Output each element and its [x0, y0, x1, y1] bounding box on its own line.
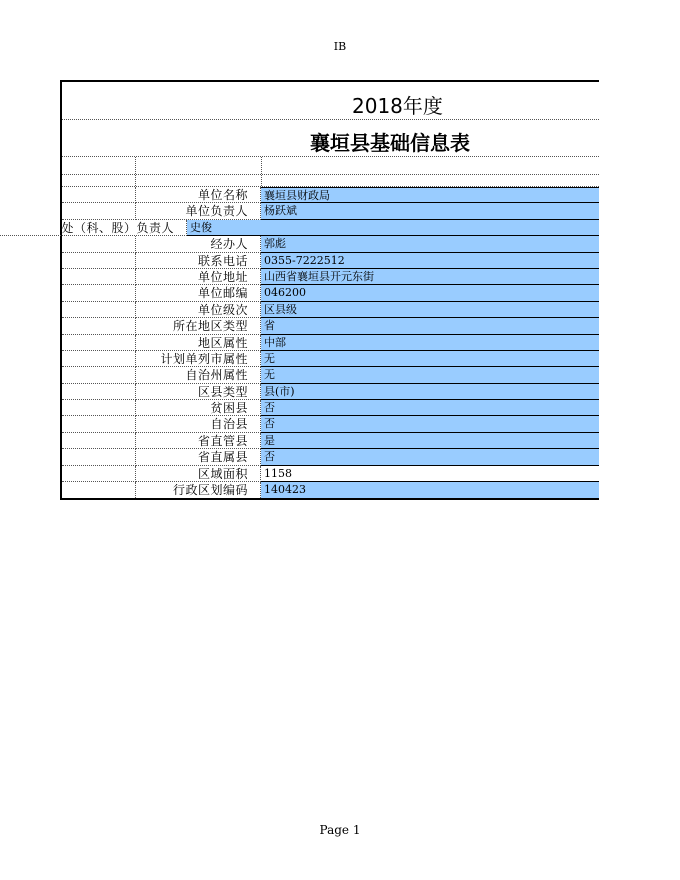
empty-cell	[62, 253, 136, 269]
row-autonomous-county	[62, 416, 599, 432]
empty-cell	[62, 302, 136, 318]
row-region-attr	[62, 335, 599, 351]
info-sheet	[60, 80, 599, 500]
row-handler	[62, 236, 599, 252]
blank-row	[62, 175, 599, 187]
row-autonomous-prefecture	[62, 367, 599, 383]
row-unit-level	[62, 302, 599, 318]
label-area: 区域面积	[136, 466, 261, 482]
value-autonomous-prefecture[interactable]: 无	[261, 367, 599, 383]
label-address: 单位地址	[136, 269, 261, 285]
row-region-type	[62, 318, 599, 334]
blank-row	[62, 157, 599, 175]
empty-cell	[62, 203, 136, 219]
value-section-head[interactable]: 史俊	[187, 220, 599, 236]
value-handler[interactable]: 郭彪	[261, 236, 599, 252]
value-admin-code[interactable]: 140423	[261, 482, 599, 498]
value-region-type[interactable]: 省	[261, 318, 599, 334]
empty-cell	[62, 236, 136, 252]
empty-cell	[62, 351, 136, 367]
label-planned-city: 计划单列市属性	[136, 351, 261, 367]
row-planned-city	[62, 351, 599, 367]
subtitle-row	[62, 120, 599, 157]
empty-cell	[62, 187, 136, 203]
value-province-direct[interactable]: 否	[261, 449, 599, 465]
row-unit-name	[62, 187, 599, 203]
label-phone: 联系电话	[136, 253, 261, 269]
page-header: IB	[333, 40, 347, 53]
page-footer: Page 1	[319, 823, 361, 837]
value-unit-head[interactable]: 杨跃斌	[261, 203, 599, 219]
empty-cell	[62, 367, 136, 383]
empty-cell	[62, 285, 136, 301]
blank-cell	[62, 175, 136, 186]
blank-cell	[62, 157, 136, 174]
row-phone	[62, 253, 599, 269]
empty-cell	[62, 482, 136, 498]
value-planned-city[interactable]: 无	[261, 351, 599, 367]
value-phone[interactable]: 0355-7222512	[261, 253, 599, 269]
label-region-type: 所在地区类型	[136, 318, 261, 334]
label-region-attr: 地区属性	[136, 335, 261, 351]
label-section-head: 处（科、股）负责人	[0, 220, 187, 236]
title-row	[62, 82, 599, 120]
row-address	[62, 269, 599, 285]
value-unit-name[interactable]: 襄垣县财政局	[261, 187, 599, 203]
value-poverty-county[interactable]: 否	[261, 400, 599, 416]
label-province-managed: 省直管县	[136, 433, 261, 449]
empty-cell	[62, 269, 136, 285]
empty-cell	[62, 449, 136, 465]
label-handler: 经办人	[136, 236, 261, 252]
empty-cell	[62, 318, 136, 334]
row-poverty-county	[62, 400, 599, 416]
sheet-subtitle: 襄垣县基础信息表	[310, 131, 470, 155]
row-unit-head	[62, 203, 599, 219]
empty-cell	[62, 335, 136, 351]
empty-cell	[62, 416, 136, 432]
value-unit-level[interactable]: 区县级	[261, 302, 599, 318]
empty-cell	[62, 384, 136, 400]
value-county-type[interactable]: 县(市)	[261, 384, 599, 400]
label-unit-name: 单位名称	[136, 187, 261, 203]
row-county-type	[62, 384, 599, 400]
value-postcode[interactable]: 046200	[261, 285, 599, 301]
label-county-type: 区县类型	[136, 384, 261, 400]
value-area[interactable]: 1158	[261, 466, 599, 482]
label-poverty-county: 贫困县	[136, 400, 261, 416]
row-area	[62, 466, 599, 482]
label-autonomous-county: 自治县	[136, 416, 261, 432]
sheet-title: 2018年度	[352, 94, 443, 118]
value-province-managed[interactable]: 是	[261, 433, 599, 449]
value-autonomous-county[interactable]: 否	[261, 416, 599, 432]
label-autonomous-prefecture: 自治州属性	[136, 367, 261, 383]
row-section-head	[62, 220, 599, 236]
label-unit-level: 单位级次	[136, 302, 261, 318]
row-province-managed	[62, 433, 599, 449]
blank-cell	[262, 175, 599, 186]
value-region-attr[interactable]: 中部	[261, 335, 599, 351]
empty-cell	[62, 433, 136, 449]
label-province-direct: 省直属县	[136, 449, 261, 465]
label-unit-head: 单位负责人	[136, 203, 261, 219]
label-postcode: 单位邮编	[136, 285, 261, 301]
blank-cell	[262, 157, 599, 174]
blank-cell	[136, 157, 262, 174]
label-admin-code: 行政区划编码	[136, 482, 261, 498]
row-admin-code	[62, 482, 599, 498]
empty-cell	[62, 466, 136, 482]
empty-cell	[62, 400, 136, 416]
row-province-direct	[62, 449, 599, 465]
value-address[interactable]: 山西省襄垣县开元东街	[261, 269, 599, 285]
blank-cell	[136, 175, 262, 186]
row-postcode	[62, 285, 599, 301]
